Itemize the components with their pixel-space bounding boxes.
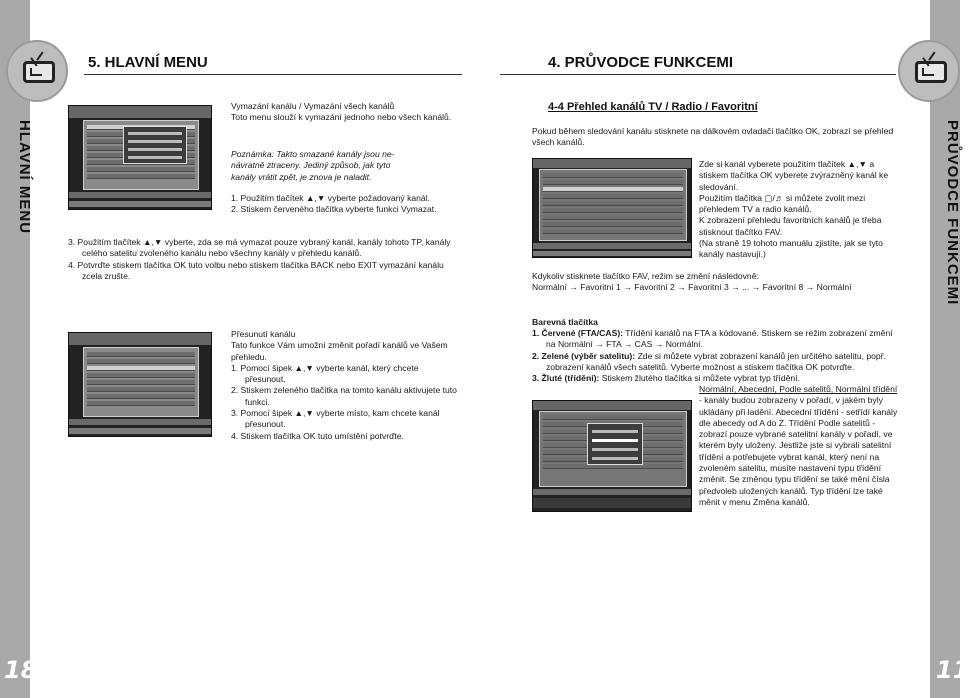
move-step-2: 2. Stiskem zeleného tlačítka na tomto kanálu aktivujete tuto funkci. bbox=[231, 385, 457, 407]
sort-description bbox=[699, 384, 899, 508]
explanation-select: Zde si kanál vyberete použitím tlačítek ▲,▼ a stiskem tlačítka OK vyberete zvýrazněný kanál ke sledování. bbox=[699, 159, 889, 192]
fav-line-2: Normální → Favoritní 1 → Favoritní 2 → Favoritní 3 → ... → Favoritní 8 → Normální bbox=[532, 282, 852, 293]
color-red-label: 1. Červené (FTA/CAS): bbox=[532, 328, 624, 338]
section-heading: 4-4 Přehled kanálů TV / Radio / Favoritní bbox=[548, 101, 758, 113]
sort-types: Normální, Abecední, Podle satelitů, Normální třídění bbox=[699, 384, 898, 394]
right-page-title: 4. PRŮVODCE FUNKCEMI bbox=[548, 54, 734, 71]
color-red-item bbox=[532, 328, 896, 351]
right-side-strip bbox=[930, 0, 969, 698]
color-green-item bbox=[532, 351, 896, 374]
delete-steps-1-2 bbox=[231, 193, 461, 216]
color-buttons-heading: Barevná tlačítka bbox=[532, 317, 598, 327]
tv-logo-icon bbox=[898, 40, 960, 102]
color-yellow-item bbox=[532, 373, 896, 384]
move-step-4: 4. Stiskem tlačítka OK tuto umístění potvrďte. bbox=[231, 430, 404, 441]
delete-heading: Vymazání kanálu / Vymazání všech kanálů bbox=[231, 101, 395, 111]
delete-section bbox=[231, 101, 461, 124]
move-intro: Tato funkce Vám umožní změnit pořadí kanálů ve Vašem přehledu. bbox=[231, 340, 448, 362]
delete-step-2: 2. Stiskem červeného tlačítka vyberte funkci Vymazat. bbox=[231, 204, 437, 215]
explanation-page-ref: (Na straně 19 tohoto manuálu zjistíte, jak se tyto kanály nastavují.) bbox=[699, 238, 883, 260]
screenshot-edit-channel-delete bbox=[68, 105, 212, 210]
color-red-text: Třídění kanálů na FTA a kódované. Stiskem se režim zobrazení změní na Normální → FTA → CAS → Normální. bbox=[546, 328, 893, 350]
delete-note-line2: návratně ztraceny. Jediný způsob, jak tyto bbox=[231, 160, 391, 171]
explanation-tv-radio: Použitím tlačítka ▢/♬ si můžete zvolit mezi přehledem TV a radio kanálů. bbox=[699, 192, 866, 215]
delete-note-line3: kanály vrátit zpět, je znova je naladit. bbox=[231, 171, 372, 182]
color-green-label: 2. Zelené (výběr satelitu): bbox=[532, 350, 636, 361]
screenshot-channel-list bbox=[532, 158, 692, 258]
delete-intro: Toto menu slouží k vymazání jednoho nebo všech kanálů. bbox=[231, 112, 452, 123]
left-side-label: HLAVNÍ MENU bbox=[16, 120, 33, 235]
move-step-1: 1. Pomocí šipek ▲,▼ vyberte kanál, který chcete přesunout. bbox=[231, 362, 419, 385]
color-yellow-label: 3. Žluté (třídění): bbox=[532, 373, 600, 384]
delete-step-4: 4. Potvrďte stiskem tlačítka OK tuto volbu nebo stiskem tlačítka BACK nebo EXIT vymazání kanálu zcela zrušte. bbox=[68, 259, 444, 281]
color-yellow-text: Stiskem žlutého tlačítka si můžete vybrat typ třídění. bbox=[601, 373, 800, 384]
delete-note-line1: Poznámka: Takto smazané kanály jsou ne- bbox=[231, 149, 395, 159]
fav-mode-sequence bbox=[532, 271, 896, 294]
delete-step-1: 1. Použitím tlačítek ▲,▼ vyberte požadovaný kanál. bbox=[231, 193, 431, 203]
delete-step-3: 3. Použitím tlačítek ▲,▼ vyberte, zda se má vymazat pouze vybraný kanál, kanály tohoto TP, kanály celého satelitu zvoleného kanálu nebo všechny kanály v přehledu kanálů. bbox=[68, 237, 451, 259]
right-intro: Pokud během sledování kanálu stisknete na dálkovém ovladači tlačítko OK, zobrazí se přehled všech kanálů. bbox=[532, 126, 894, 148]
delete-note bbox=[231, 149, 461, 183]
move-heading: Přesunutí kanálu bbox=[231, 329, 296, 339]
tv-logo-icon bbox=[6, 40, 68, 102]
explanation-fav: K zobrazení přehledu favoritních kanálů je třeba stisknout tlačítko FAV. bbox=[699, 215, 882, 237]
delete-steps-3-4 bbox=[68, 237, 462, 282]
right-side-label: PRŮVODCE FUNKCEMI bbox=[944, 120, 961, 306]
left-page-number: 18 bbox=[4, 656, 38, 684]
right-title-divider bbox=[500, 74, 896, 75]
screenshot-edit-channel-move bbox=[68, 332, 212, 437]
right-page-number: 11 bbox=[936, 656, 969, 684]
fav-line-1: Kdykoliv stisknete tlačítko FAV, režim se změní následovně: bbox=[532, 271, 759, 281]
channel-list-explanation bbox=[699, 159, 899, 261]
move-step-3: 3. Pomocí šipek ▲,▼ vyberte místo, kam chcete kanál přesunout. bbox=[231, 408, 440, 430]
color-green-text: Zde si můžete vybrat zobrazení kanálů jen určitého satelitu, popř. zobrazení kanálů všech satelitů. Vyberte možnost a stiskem tlačítka OK potvrďte. bbox=[546, 350, 886, 372]
color-buttons-list bbox=[532, 328, 896, 384]
move-section bbox=[231, 329, 461, 442]
sort-description-text: - kanály budou zobrazeny v pořadí, v jakém byly ukládány při ladění. Abecední třídění - setřídí kanály dle abecedy od A do Z. Třídění Podle satelitů - zobrazí pouze vybrané satelitní kanály v pořadí, ve kterém byly uloženy. Jestliže jste si vybrali satelitní třídění a potřebujete vybrat kanál, který není na zvoleném satelitu, musíte nastavení typu třídění změnit. Se změnou typu třídění se také mění čísla předvoleb uložených kanálů. Typ třídění lze také měnit v menu Změna kanálů. bbox=[699, 395, 898, 507]
left-page-title: 5. HLAVNÍ MENU bbox=[88, 54, 208, 71]
left-side-strip bbox=[0, 0, 38, 698]
screenshot-sort-popup bbox=[532, 400, 692, 512]
left-title-divider bbox=[84, 74, 462, 75]
